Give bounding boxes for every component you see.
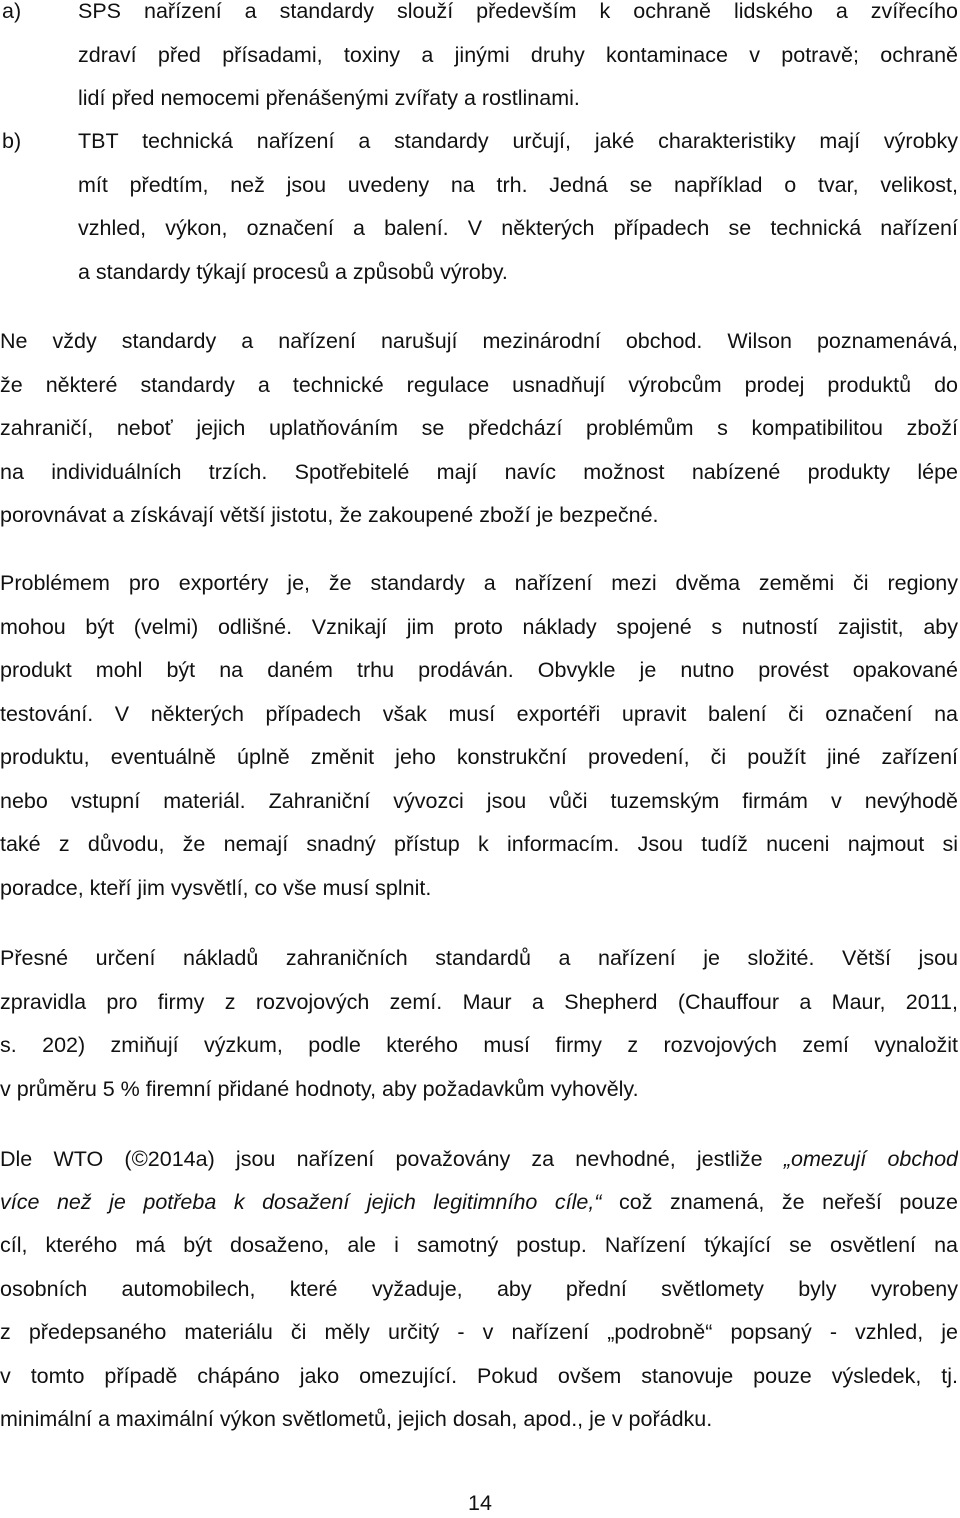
paragraph-costs bbox=[0, 937, 958, 1111]
paragraph-standards-trade bbox=[0, 320, 958, 538]
text-line: zahraničí, neboť jejich uplatňováním se předchází problémům s kompatibilitou zboží bbox=[0, 416, 958, 440]
text-line: Problémem pro exportéry je, že standardy a nařízení mezi dvěma zeměmi či regiony bbox=[0, 571, 958, 595]
paragraph-exporters bbox=[0, 562, 958, 910]
text-line: že některé standardy a technické regulace usnadňují výrobcům prodej produktů do bbox=[0, 372, 958, 397]
page-number: 14 bbox=[468, 1491, 492, 1515]
text-line: také z důvodu, že nemají snadný přístup k informacím. Jsou tudíž nuceni najmout si bbox=[0, 832, 958, 856]
text-line: v průměru 5 % firemní přidané hodnoty, aby požadavkům vyhověly. bbox=[0, 1076, 639, 1101]
text-line: a standardy týkají procesů a způsobů výroby. bbox=[78, 259, 508, 284]
text-line: zdraví před přísadami, toxiny a jinými druhy kontaminace v potravě; ochraně bbox=[78, 42, 958, 67]
list-item-text bbox=[78, 0, 958, 121]
text-line: na individuálních trzích. Spotřebitelé mají navíc možnost nabízené produkty lépe bbox=[0, 459, 958, 484]
text-line: zpravidla pro firmy z rozvojových zemí. Maur a Shepherd (Chauffour a Maur, 2011, bbox=[0, 989, 958, 1014]
text-line bbox=[0, 1137, 958, 1181]
text-line: s. 202) zmiňují výzkum, podle kterého musí firmy z rozvojových zemí vynaložit bbox=[0, 1033, 958, 1057]
text-run: Dle WTO ( bbox=[0, 1147, 132, 1171]
text-line: z předepsaného materiálu či měly určitý - v nařízení „podrobně“ popsaný - vzhled, je bbox=[0, 1320, 958, 1344]
text-line: porovnávat a získávají větší jistotu, že zakoupené zboží je bezpečné. bbox=[0, 503, 659, 527]
text-line: vzhled, výkon, označení a balení. V některých případech se technická nařízení bbox=[78, 216, 958, 240]
quoted-text: „omezují obchod bbox=[783, 1147, 958, 1171]
text-line: SPS nařízení a standardy slouží především k ochraně lidského a zvířecího bbox=[78, 0, 958, 23]
text-line: minimální a maximální výkon světlometů, jejich dosah, apod., je v pořádku. bbox=[0, 1407, 713, 1431]
copyright-symbol: © bbox=[131, 1146, 148, 1171]
text-line: nebo vstupní materiál. Zahraniční vývozci jsou vůči tuzemským firmám v nevýhodě bbox=[0, 788, 958, 813]
text-line: v tomto případě chápáno jako omezující. Pokud ovšem stanovuje pouze výsledek, tj. bbox=[0, 1363, 958, 1388]
text-line: mít předtím, než jsou uvedeny na trh. Jedná se například o tvar, velikost, bbox=[78, 172, 958, 197]
text-run: což znamená, že neřeší pouze bbox=[601, 1189, 958, 1214]
text-run: 2014a) jsou nařízení považovány za nevhodné, jestliže bbox=[147, 1147, 784, 1171]
text-line: lidí před nemocemi přenášenými zvířaty a rostlinami. bbox=[78, 86, 580, 110]
text-line bbox=[0, 1181, 958, 1225]
list-marker: b) bbox=[2, 129, 22, 153]
text-line: osobních automobilech, které vyžaduje, aby přední světlomety byly vyrobeny bbox=[0, 1276, 958, 1301]
text-line: TBT technická nařízení a standardy určují, jaké charakteristiky mají výrobky bbox=[78, 129, 958, 153]
text-line: poradce, kteří jim vysvětlí, co vše musí splnit. bbox=[0, 875, 432, 900]
paragraph-wto bbox=[0, 1137, 958, 1442]
text-line: mohou být (velmi) odlišné. Vznikají jim proto náklady spojené s nutností zajistit, aby bbox=[0, 614, 958, 639]
text-line: produktu, eventuálně úplně změnit jeho konstrukční provedení, či použít jiné zařízení bbox=[0, 745, 958, 769]
quoted-text: více než je potřeba k dosažení jejich legitimního cíle,“ bbox=[0, 1189, 602, 1214]
text-line: Ne vždy standardy a nařízení narušují mezinárodní obchod. Wilson poznamenává, bbox=[0, 329, 958, 353]
text-line: cíl, kterého má být dosaženo, ale i samotný postup. Nařízení týkající se osvětlení na bbox=[0, 1233, 958, 1257]
text-line: testování. V některých případech však musí exportéři upravit balení či označení na bbox=[0, 701, 958, 726]
text-line: Přesné určení nákladů zahraničních standardů a nařízení je složité. Větší jsou bbox=[0, 946, 958, 970]
text-line: produkt mohl být na daném trhu prodáván. Obvykle je nutno provést opakované bbox=[0, 658, 958, 682]
list-marker: a) bbox=[2, 0, 22, 23]
list-item-text bbox=[78, 120, 958, 294]
